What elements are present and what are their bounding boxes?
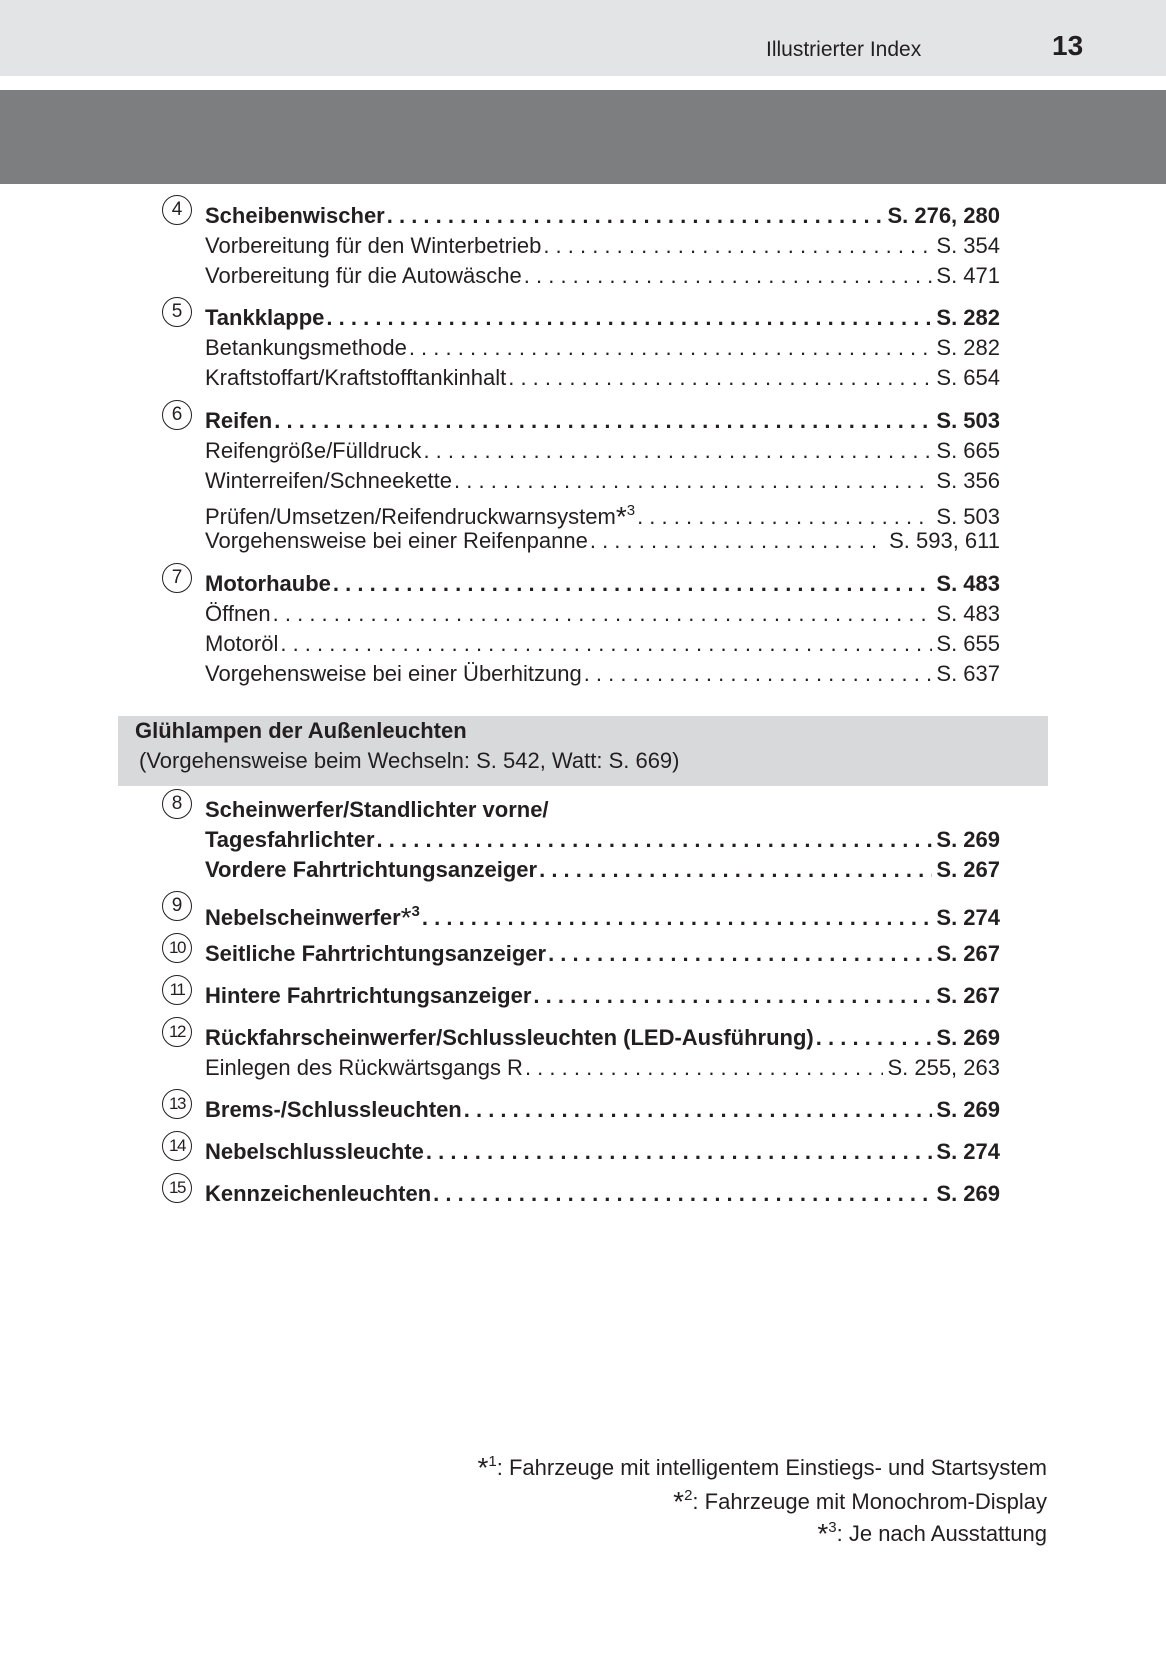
index-entry: Winterreifen/Schneekette . . . S. 356 — [205, 466, 1000, 496]
index-entry: Betankungsmethode . . . S. 282 — [205, 333, 1000, 363]
index-entry: Kennzeichenleuchten . . . S. 269 — [205, 1179, 1000, 1209]
index-entry: Prüfen/Umsetzen/Reifendruckwarnsystem*$^3$ . . . S. 503 — [205, 496, 1000, 526]
header-separator — [0, 76, 1166, 90]
callout-number: 4 — [162, 195, 192, 225]
index-entry: Nebelschlussleuchte . . . S. 274 — [205, 1137, 1000, 1167]
index-entry: Vorgehensweise bei einer Reifenpanne . . . S. 593, 611 — [205, 526, 1000, 556]
index-entry: Vorbereitung für die Autowäsche . . . S. 471 — [205, 261, 1000, 291]
index-entry: Tagesfahrlichter . . . S. 269 — [205, 825, 1000, 855]
footnote: *$^2$: Fahrzeuge mit Monochrom-Display — [673, 1486, 1047, 1517]
callout-number: 9 — [162, 891, 192, 921]
header-band — [0, 0, 1166, 76]
callout-number: 14 — [162, 1131, 192, 1161]
index-entry: Brems-/Schlussleuchten . . . S. 269 — [205, 1095, 1000, 1125]
section-title: Illustrierter Index — [766, 38, 922, 61]
callout-number: 10 — [162, 933, 192, 963]
bulb-section-subtitle: (Vorgehensweise beim Wechseln: S. 542, Watt: S. 669) — [139, 748, 680, 773]
index-entry: Scheibenwischer . . . S. 276, 280 — [205, 201, 1000, 231]
index-entry: Rückfahrscheinwerfer/Schlussleuchten (LED-Ausführung) . . . S. 269 — [205, 1023, 1000, 1053]
index-entry: Nebelscheinwerfer*$^3$ . . . S. 274 — [205, 897, 1000, 927]
callout-number: 13 — [162, 1089, 192, 1119]
callout-number: 6 — [162, 400, 192, 430]
index-entry: Vorbereitung für den Winterbetrieb . . . S. 354 — [205, 231, 1000, 261]
callout-number: 15 — [162, 1173, 192, 1203]
index-entry: Kraftstoffart/Kraftstofftankinhalt . . . S. 654 — [205, 363, 1000, 393]
index-entry: Reifengröße/Fülldruck . . . S. 665 — [205, 436, 1000, 466]
index-entry: Tankklappe . . . S. 282 — [205, 303, 1000, 333]
index-entry: Seitliche Fahrtrichtungsanzeiger . . . S. 267 — [205, 939, 1000, 969]
header-gray-bar — [0, 90, 1166, 184]
footnote: *$^3$: Je nach Ausstattung — [817, 1518, 1047, 1549]
callout-number: 5 — [162, 297, 192, 327]
callout-number: 11 — [162, 975, 192, 1005]
index-entry: Scheinwerfer/Standlichter vorne/ — [205, 797, 549, 822]
index-entry: Vordere Fahrtrichtungsanzeiger . . . S. 267 — [205, 855, 1000, 885]
index-entry: Vorgehensweise bei einer Überhitzung . . . S. 637 — [205, 659, 1000, 689]
footnote: *$^1$: Fahrzeuge mit intelligentem Einstiegs- und Startsystem — [477, 1452, 1047, 1483]
index-entry: Reifen . . . S. 503 — [205, 406, 1000, 436]
index-entry: Motoröl . . . S. 655 — [205, 629, 1000, 659]
index-entry: Einlegen des Rückwärtsgangs R . . . S. 255, 263 — [205, 1053, 1000, 1083]
index-entry: Motorhaube . . . S. 483 — [205, 569, 1000, 599]
callout-number: 8 — [162, 789, 192, 819]
callout-number: 7 — [162, 563, 192, 593]
bulb-section-title: Glühlampen der Außenleuchten — [135, 718, 467, 743]
index-entry: Öffnen . . . S. 483 — [205, 599, 1000, 629]
callout-number: 12 — [162, 1017, 192, 1047]
index-entry: Hintere Fahrtrichtungsanzeiger . . . S. 267 — [205, 981, 1000, 1011]
page-number: 13 — [1052, 30, 1084, 61]
